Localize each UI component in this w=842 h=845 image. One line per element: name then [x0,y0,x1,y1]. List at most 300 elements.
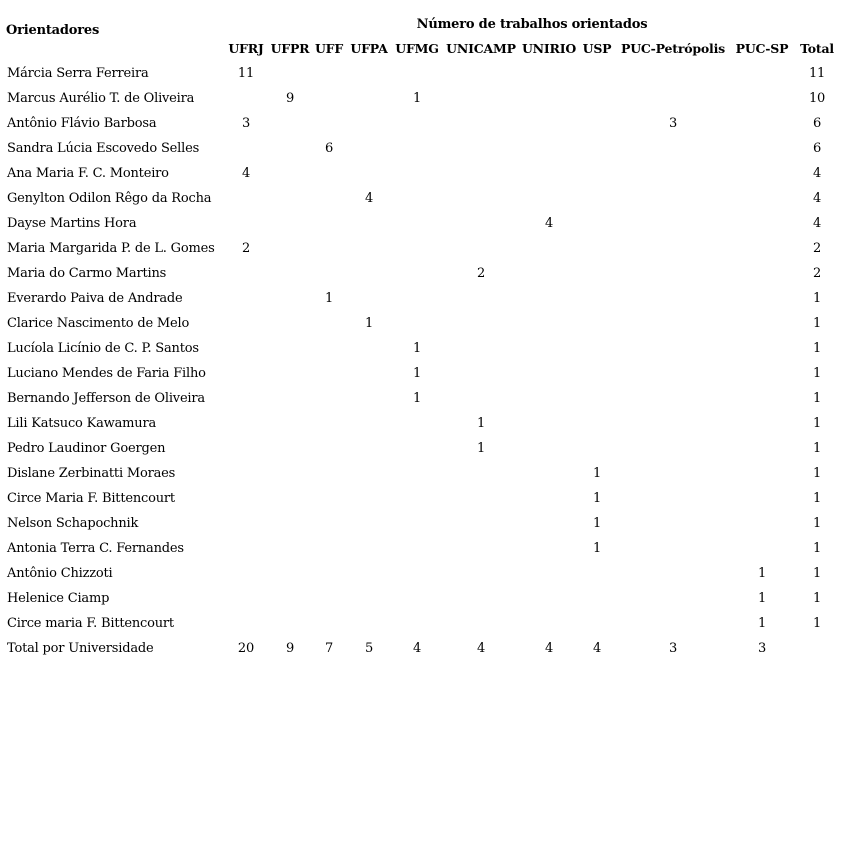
count-cell [224,611,268,636]
row-header-orientadores: Orientadores [6,23,100,38]
count-cell [312,211,346,236]
count-cell [616,261,730,286]
column-header-total: Total [800,41,834,56]
count-cell [616,386,730,411]
count-cell [616,561,730,586]
count-cell [346,536,392,561]
count-cell [578,386,616,411]
count-cell [346,236,392,261]
count-cell [442,61,520,86]
total-cell: 7 [324,641,334,656]
count-cell [346,336,392,361]
count-cell: 3 [668,116,678,131]
orientador-name: Marcus Aurélio T. de Oliveira [7,91,195,106]
count-cell [312,386,346,411]
count-cell [730,311,794,336]
count-cell [442,336,520,361]
count-cell: 11 [237,66,255,81]
orientador-name: Clarice Nascimento de Melo [7,316,190,331]
count-cell: 6 [324,141,334,156]
count-cell: 1 [476,441,486,456]
orientador-name: Maria Margarida P. de L. Gomes [7,241,215,256]
count-cell [346,86,392,111]
count-cell [224,361,268,386]
count-cell [520,311,578,336]
count-cell: 1 [812,591,822,606]
orientador-name: Antônio Flávio Barbosa [7,116,157,131]
count-cell [392,286,442,311]
count-cell [730,411,794,436]
orientador-name: Dayse Martins Hora [7,216,137,231]
count-cell [312,311,346,336]
count-cell [616,336,730,361]
count-cell [730,536,794,561]
count-cell [616,161,730,186]
table-row [6,361,840,386]
orientador-name: Dislane Zerbinatti Moraes [7,466,176,481]
count-cell: 4 [812,166,822,181]
count-cell [312,61,346,86]
orientador-name: Lili Katsuco Kawamura [7,416,157,431]
count-cell [730,436,794,461]
total-cell: 3 [668,641,678,656]
count-cell [442,161,520,186]
count-cell [392,186,442,211]
count-cell [578,586,616,611]
count-cell [346,586,392,611]
count-cell [578,186,616,211]
count-cell [730,136,794,161]
column-header-uff: UFF [314,41,344,56]
count-cell [392,561,442,586]
count-cell [268,186,312,211]
count-cell [616,586,730,611]
count-cell [730,286,794,311]
count-cell [346,361,392,386]
count-cell: 4 [241,166,251,181]
count-cell [224,586,268,611]
count-cell: 1 [592,516,602,531]
count-cell [392,236,442,261]
count-cell [578,161,616,186]
count-cell [520,536,578,561]
count-cell: 10 [808,91,826,106]
table-row [6,161,840,186]
count-cell [578,261,616,286]
table-row [6,311,840,336]
count-cell [520,361,578,386]
count-cell [346,286,392,311]
orientador-name: Antonia Terra C. Fernandes [7,541,184,556]
orientador-name: Bernando Jefferson de Oliveira [7,391,205,406]
table-row [6,211,840,236]
count-cell [392,411,442,436]
count-cell [730,461,794,486]
total-row [6,636,840,661]
count-cell [578,136,616,161]
orientador-name: Nelson Schapochnik [7,516,139,531]
count-cell [616,511,730,536]
table-row [6,136,840,161]
count-cell: 1 [812,616,822,631]
count-cell [392,586,442,611]
count-cell [578,286,616,311]
count-cell: 1 [592,491,602,506]
count-cell [520,336,578,361]
count-cell [578,361,616,386]
count-cell [312,236,346,261]
count-cell [442,611,520,636]
table-row [6,411,840,436]
total-cell [794,636,840,661]
count-cell: 1 [757,566,767,581]
count-cell: 1 [592,541,602,556]
count-cell [224,386,268,411]
column-header-ufpa: UFPA [350,41,388,56]
count-cell: 6 [812,116,822,131]
table-row [6,461,840,486]
count-cell [268,286,312,311]
count-cell [442,311,520,336]
count-cell [442,211,520,236]
count-cell [520,86,578,111]
count-cell: 2 [476,266,486,281]
orientador-name: Antônio Chizzoti [7,566,113,581]
count-cell [442,286,520,311]
count-cell [442,486,520,511]
count-cell [616,461,730,486]
count-cell [346,61,392,86]
count-cell [442,536,520,561]
count-cell [730,511,794,536]
count-cell [268,236,312,261]
count-cell [520,511,578,536]
count-cell: 1 [412,341,422,356]
count-cell: 1 [412,91,422,106]
count-cell: 2 [812,241,822,256]
count-cell [730,186,794,211]
count-cell [520,261,578,286]
count-cell [224,136,268,161]
count-cell [520,136,578,161]
count-cell [520,611,578,636]
orientador-name: Circe Maria F. Bittencourt [7,491,175,506]
count-cell [442,461,520,486]
orientador-name: Pedro Laudinor Goergen [7,441,166,456]
count-cell [520,561,578,586]
count-cell [392,261,442,286]
table-row [6,336,840,361]
count-cell: 1 [812,541,822,556]
count-cell [520,486,578,511]
total-cell: 3 [757,641,767,656]
table-row [6,611,840,636]
count-cell [268,611,312,636]
count-cell [312,536,346,561]
count-cell: 1 [812,491,822,506]
table-row [6,111,840,136]
orientador-name: Circe maria F. Bittencourt [7,616,174,631]
count-cell [224,286,268,311]
count-cell: 1 [812,341,822,356]
count-cell [616,311,730,336]
count-cell [392,111,442,136]
table-row [6,86,840,111]
orientador-name: Sandra Lúcia Escovedo Selles [7,141,200,156]
count-cell: 1 [812,566,822,581]
count-cell [730,211,794,236]
count-cell: 9 [285,91,295,106]
count-cell [346,261,392,286]
count-cell [392,61,442,86]
column-header-ufpr: UFPR [270,41,310,56]
count-cell [616,436,730,461]
count-cell [730,486,794,511]
count-cell [520,461,578,486]
total-cell: 4 [476,641,486,656]
total-cell: 4 [412,641,422,656]
column-header-puc-sp: PUC-SP [735,41,789,56]
count-cell [578,211,616,236]
count-cell [730,361,794,386]
count-cell: 4 [544,216,554,231]
count-cell: 4 [364,191,374,206]
count-cell: 1 [812,366,822,381]
count-cell [578,411,616,436]
count-cell [268,361,312,386]
total-cell: 5 [364,641,374,656]
count-cell [224,311,268,336]
count-cell [268,411,312,436]
count-cell [442,386,520,411]
count-cell [224,336,268,361]
count-cell [616,136,730,161]
count-cell [730,161,794,186]
count-cell [224,511,268,536]
count-cell [730,261,794,286]
count-cell [346,561,392,586]
count-cell [730,336,794,361]
count-cell: 1 [812,291,822,306]
count-cell: 1 [412,366,422,381]
count-cell [616,61,730,86]
count-cell: 1 [412,391,422,406]
count-cell [520,61,578,86]
count-cell: 2 [812,266,822,281]
table-row [6,586,840,611]
count-cell [346,136,392,161]
count-cell [268,436,312,461]
count-cell [312,111,346,136]
count-cell [616,211,730,236]
column-header-unirio: UNIRIO [521,41,577,56]
count-cell: 1 [812,441,822,456]
column-header-unicamp: UNICAMP [446,41,516,56]
count-cell [224,486,268,511]
count-cell [346,486,392,511]
count-cell: 1 [812,466,822,481]
count-cell [392,161,442,186]
count-cell [268,386,312,411]
count-cell: 2 [241,241,251,256]
orientador-name: Maria do Carmo Martins [7,266,167,281]
count-cell [312,336,346,361]
orientador-name: Lucíola Licínio de C. P. Santos [7,341,199,356]
total-cell: 9 [285,641,295,656]
total-cell: 4 [592,641,602,656]
count-cell [346,161,392,186]
table-row [6,561,840,586]
count-cell [268,161,312,186]
count-cell [224,536,268,561]
count-cell [346,461,392,486]
count-cell [616,361,730,386]
count-cell: 4 [812,216,822,231]
count-cell: 1 [757,616,767,631]
count-cell [268,561,312,586]
count-cell [520,411,578,436]
table-row [6,386,840,411]
count-cell [224,186,268,211]
count-cell [578,86,616,111]
count-cell [616,486,730,511]
count-cell [268,211,312,236]
count-cell [312,411,346,436]
count-cell [224,561,268,586]
count-cell [442,86,520,111]
count-cell [268,261,312,286]
table-row [6,436,840,461]
count-cell [268,461,312,486]
count-cell [268,511,312,536]
count-cell [442,586,520,611]
count-cell [442,136,520,161]
count-cell [224,461,268,486]
count-cell [392,311,442,336]
count-cell [520,236,578,261]
group-header-trabalhos: Número de trabalhos orientados [416,17,648,32]
count-cell [268,536,312,561]
count-cell: 4 [812,191,822,206]
orientador-name: Luciano Mendes de Faria Filho [7,366,206,381]
count-cell [268,111,312,136]
count-cell [312,611,346,636]
count-cell [224,211,268,236]
orientador-name: Helenice Ciamp [7,591,110,606]
count-cell [616,86,730,111]
column-header-ufrj: UFRJ [228,41,264,56]
count-cell [346,211,392,236]
count-cell [392,211,442,236]
count-cell [578,311,616,336]
count-cell [392,136,442,161]
count-cell [392,436,442,461]
count-cell: 11 [808,66,826,81]
count-cell [578,61,616,86]
count-cell [312,161,346,186]
count-cell [392,461,442,486]
count-cell [312,461,346,486]
count-cell [346,436,392,461]
count-cell [346,386,392,411]
orientador-name: Márcia Serra Ferreira [7,66,149,81]
count-cell [392,536,442,561]
header-row-group [6,0,840,36]
count-cell: 1 [324,291,334,306]
orientador-name: Genylton Odilon Rêgo da Rocha [7,191,212,206]
count-cell [312,261,346,286]
count-cell [616,611,730,636]
count-cell: 1 [592,466,602,481]
count-cell [346,611,392,636]
count-cell [268,61,312,86]
count-cell [520,111,578,136]
count-cell [268,311,312,336]
count-cell [730,236,794,261]
table-row [6,486,840,511]
count-cell [312,486,346,511]
count-cell [392,511,442,536]
count-cell [616,286,730,311]
count-cell [520,586,578,611]
count-cell [224,436,268,461]
count-cell [312,436,346,461]
count-cell [520,161,578,186]
count-cell [730,61,794,86]
count-cell [616,536,730,561]
count-cell: 1 [364,316,374,331]
orientador-name: Everardo Paiva de Andrade [7,291,183,306]
table-row [6,61,840,86]
count-cell [312,561,346,586]
count-cell [392,486,442,511]
count-cell [520,436,578,461]
count-cell: 1 [476,416,486,431]
table-row [6,186,840,211]
table-row [6,536,840,561]
count-cell [730,111,794,136]
count-cell [578,336,616,361]
count-cell [224,411,268,436]
count-cell [616,186,730,211]
count-cell: 6 [812,141,822,156]
total-cell: 20 [237,641,255,656]
count-cell [520,286,578,311]
count-cell [520,186,578,211]
count-cell [268,136,312,161]
count-cell [346,511,392,536]
count-cell [442,511,520,536]
count-cell [346,111,392,136]
count-cell: 1 [812,516,822,531]
count-cell [312,186,346,211]
count-cell: 1 [757,591,767,606]
count-cell [224,261,268,286]
count-cell [224,86,268,111]
count-cell [442,561,520,586]
orientadores-table-container [6,0,840,661]
count-cell [578,611,616,636]
count-cell [442,236,520,261]
orientador-name: Ana Maria F. C. Monteiro [7,166,169,181]
orientadores-table [6,0,840,661]
total-cell: 4 [544,641,554,656]
table-body [6,61,840,661]
count-cell [346,411,392,436]
count-cell [616,411,730,436]
total-label: Total por Universidade [7,641,154,656]
count-cell [578,436,616,461]
